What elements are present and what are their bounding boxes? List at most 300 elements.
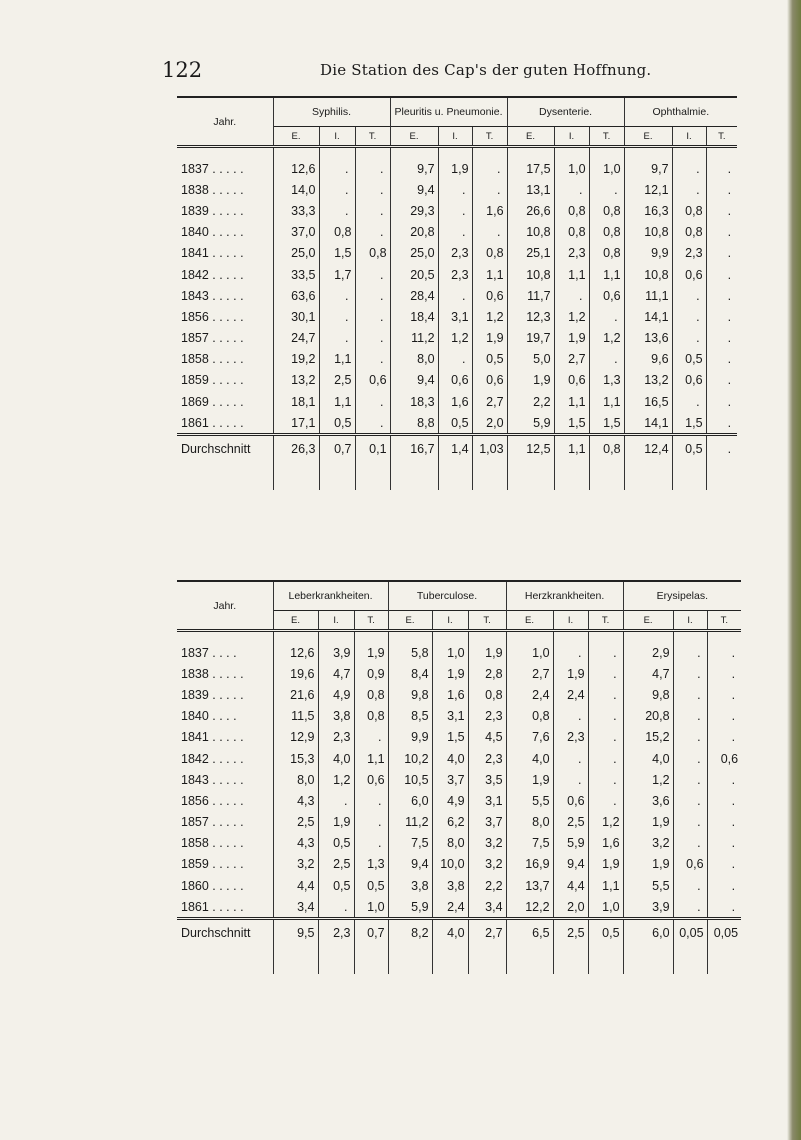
table-row (177, 222, 737, 243)
value-cell: 4,9 (318, 684, 354, 705)
table-row (177, 727, 741, 748)
value-cell: 1,0 (554, 147, 589, 180)
value-cell: 21,6 (273, 684, 318, 705)
value-cell: . (355, 264, 390, 285)
value-cell: 0,6 (472, 370, 507, 391)
value-cell: . (707, 631, 741, 664)
value-cell: . (589, 179, 624, 200)
value-cell: 4,7 (318, 663, 354, 684)
value-cell: . (707, 875, 741, 896)
value-cell: . (553, 706, 588, 727)
subcol-header: I. (673, 611, 707, 631)
value-cell: 10,8 (624, 264, 672, 285)
table-row (177, 370, 737, 391)
value-cell: 0,8 (554, 200, 589, 221)
value-cell: 3,9 (318, 631, 354, 664)
value-cell: . (554, 179, 589, 200)
value-cell: 5,9 (553, 833, 588, 854)
value-cell: . (472, 179, 507, 200)
value-cell: 0,6 (553, 790, 588, 811)
subcol-header: E. (273, 127, 319, 147)
value-cell: . (354, 812, 388, 833)
value-cell: 4,9 (432, 790, 468, 811)
value-cell: 7,5 (388, 833, 432, 854)
value-cell: 11,7 (507, 285, 554, 306)
empty-cell (553, 946, 588, 973)
value-cell: 18,1 (273, 391, 319, 412)
value-cell: 0,5 (354, 875, 388, 896)
group-header: Pleuritis u. Pneumonie. (390, 97, 507, 127)
value-cell: 28,4 (390, 285, 438, 306)
value-cell: 0,8 (672, 222, 706, 243)
value-cell: . (672, 306, 706, 327)
value-cell: . (553, 631, 588, 664)
empty-cell (506, 946, 553, 973)
value-cell: . (355, 306, 390, 327)
subcol-header: I. (432, 611, 468, 631)
value-cell: 11,5 (273, 706, 318, 727)
value-cell: 5,8 (388, 631, 432, 664)
value-cell: 3,1 (438, 306, 472, 327)
subcol-header: I. (318, 611, 354, 631)
value-cell: 0,6 (438, 370, 472, 391)
value-cell: 1,2 (472, 306, 507, 327)
value-cell: 4,4 (273, 875, 318, 896)
value-cell: 1,1 (589, 391, 624, 412)
value-cell: 11,2 (390, 328, 438, 349)
value-cell: . (673, 790, 707, 811)
value-cell: . (355, 412, 390, 435)
empty-cell (390, 462, 438, 489)
value-cell: 15,2 (623, 727, 673, 748)
value-cell: 5,5 (623, 875, 673, 896)
table-tail (177, 946, 741, 973)
value-cell: 1,5 (319, 243, 355, 264)
value-cell: 1,1 (472, 264, 507, 285)
value-cell: 1,2 (588, 812, 623, 833)
value-cell: 2,3 (553, 727, 588, 748)
value-cell: 9,7 (390, 147, 438, 180)
value-cell: 2,3 (438, 264, 472, 285)
value-cell: . (354, 833, 388, 854)
value-cell: 12,9 (273, 727, 318, 748)
subcol-header: T. (472, 127, 507, 147)
value-cell: . (319, 179, 355, 200)
empty-cell (319, 462, 355, 489)
table-row (177, 706, 741, 727)
value-cell: 4,4 (553, 875, 588, 896)
value-cell: 0,8 (672, 200, 706, 221)
table-row (177, 833, 741, 854)
table-row (177, 663, 741, 684)
value-cell: . (673, 706, 707, 727)
value-cell: . (672, 285, 706, 306)
value-cell: 1,1 (554, 391, 589, 412)
value-cell: . (707, 684, 741, 705)
value-cell: . (355, 222, 390, 243)
average-cell: 2,7 (468, 919, 506, 947)
value-cell: 1,0 (589, 147, 624, 180)
value-cell: . (707, 706, 741, 727)
value-cell: 12,6 (273, 631, 318, 664)
value-cell: 2,5 (273, 812, 318, 833)
value-cell: . (707, 769, 741, 790)
value-cell: 0,6 (589, 285, 624, 306)
subcol-header: I. (319, 127, 355, 147)
subcol-header: T. (589, 127, 624, 147)
average-cell: 0,5 (588, 919, 623, 947)
value-cell: . (319, 328, 355, 349)
value-cell: 1,1 (354, 748, 388, 769)
empty-cell (388, 946, 432, 973)
value-cell: 5,9 (507, 412, 554, 435)
value-cell: 1,6 (472, 200, 507, 221)
value-cell: 8,0 (390, 349, 438, 370)
empty-cell (318, 946, 354, 973)
table-row (177, 243, 737, 264)
value-cell: 0,5 (318, 833, 354, 854)
table-row (177, 349, 737, 370)
value-cell: . (589, 349, 624, 370)
value-cell: 12,2 (506, 896, 553, 919)
value-cell: . (673, 812, 707, 833)
value-cell: 25,1 (507, 243, 554, 264)
value-cell: 3,8 (318, 706, 354, 727)
group-header: Syphilis. (273, 97, 390, 127)
subcol-header: T. (355, 127, 390, 147)
value-cell: 33,3 (273, 200, 319, 221)
table-row (177, 854, 741, 875)
table-row (177, 812, 741, 833)
value-cell: 9,9 (388, 727, 432, 748)
year-cell: 1840 . . . . (181, 709, 237, 724)
year-cell: 1843 . . . . . (181, 288, 244, 303)
average-cell: . (706, 435, 737, 463)
average-cell: 9,5 (273, 919, 318, 947)
value-cell: 4,5 (468, 727, 506, 748)
year-cell: 1858 . . . . . (181, 836, 244, 851)
value-cell: 8,0 (273, 769, 318, 790)
average-label: Durchschnitt (177, 435, 273, 463)
value-cell: 16,9 (506, 854, 553, 875)
value-cell: 9,4 (388, 854, 432, 875)
value-cell: . (673, 727, 707, 748)
value-cell: 1,1 (554, 264, 589, 285)
year-cell: 1858 . . . . . (181, 352, 244, 367)
value-cell: 13,6 (624, 328, 672, 349)
page-edge-shadow (787, 0, 801, 1140)
empty-cell (507, 462, 554, 489)
value-cell: 37,0 (273, 222, 319, 243)
empty-cell (432, 946, 468, 973)
value-cell: 1,5 (432, 727, 468, 748)
value-cell: . (355, 147, 390, 180)
value-cell: 8,0 (432, 833, 468, 854)
value-cell: . (354, 727, 388, 748)
value-cell: 0,5 (438, 412, 472, 435)
value-cell: 1,3 (354, 854, 388, 875)
value-cell: 3,6 (623, 790, 673, 811)
empty-cell (273, 946, 318, 973)
value-cell: . (355, 200, 390, 221)
value-cell: 2,4 (432, 896, 468, 919)
empty-cell (672, 462, 706, 489)
value-cell: 1,0 (354, 896, 388, 919)
subcol-header: I. (554, 127, 589, 147)
value-cell: . (438, 349, 472, 370)
value-cell: 4,0 (506, 748, 553, 769)
value-cell: 1,9 (507, 370, 554, 391)
value-cell: 5,9 (388, 896, 432, 919)
value-cell: 1,5 (589, 412, 624, 435)
value-cell: 1,1 (589, 264, 624, 285)
value-cell: 0,8 (589, 222, 624, 243)
average-cell: 0,5 (672, 435, 706, 463)
empty-cell (354, 946, 388, 973)
value-cell: . (672, 391, 706, 412)
value-cell: 33,5 (273, 264, 319, 285)
empty-cell (554, 462, 589, 489)
empty-cell (177, 462, 273, 489)
value-cell: . (472, 222, 507, 243)
value-cell: 1,1 (319, 391, 355, 412)
table-row (177, 306, 737, 327)
average-cell: 8,2 (388, 919, 432, 947)
value-cell: 0,6 (672, 264, 706, 285)
value-cell: 2,9 (623, 631, 673, 664)
table-row (177, 631, 741, 664)
group-header: Leberkrankheiten. (273, 581, 388, 611)
year-cell: 1869 . . . . . (181, 394, 244, 409)
year-cell: 1842 . . . . . (181, 267, 244, 282)
value-cell: 9,4 (390, 179, 438, 200)
value-cell: . (355, 285, 390, 306)
value-cell: 2,0 (472, 412, 507, 435)
subcol-header: E. (273, 611, 318, 631)
empty-cell (673, 946, 707, 973)
value-cell: . (672, 328, 706, 349)
value-cell: 1,9 (623, 854, 673, 875)
value-cell: . (438, 222, 472, 243)
value-cell: . (673, 631, 707, 664)
subcol-header: E. (390, 127, 438, 147)
value-cell: 1,9 (554, 328, 589, 349)
value-cell: 19,6 (273, 663, 318, 684)
jahr-header: Jahr. (213, 115, 237, 128)
value-cell: . (554, 285, 589, 306)
value-cell: 0,6 (354, 769, 388, 790)
value-cell: . (673, 833, 707, 854)
subcol-header: T. (707, 611, 741, 631)
year-cell: 1841 . . . . . (181, 246, 244, 261)
running-title: Die Station des Cap's der guten Hoffnung. (320, 61, 652, 79)
empty-cell (624, 462, 672, 489)
value-cell: . (673, 663, 707, 684)
value-cell: 2,3 (554, 243, 589, 264)
value-cell: 4,3 (273, 790, 318, 811)
disease-table-1 (177, 96, 737, 490)
value-cell: . (472, 147, 507, 180)
subcol-header: E. (624, 127, 672, 147)
value-cell: 0,8 (554, 222, 589, 243)
value-cell: 4,0 (318, 748, 354, 769)
subcol-header: I. (438, 127, 472, 147)
value-cell: 2,3 (468, 748, 506, 769)
value-cell: 0,5 (318, 875, 354, 896)
value-cell: 12,1 (624, 179, 672, 200)
value-cell: 14,1 (624, 306, 672, 327)
value-cell: 1,9 (506, 769, 553, 790)
value-cell: 2,3 (318, 727, 354, 748)
value-cell: 8,5 (388, 706, 432, 727)
value-cell: 7,5 (506, 833, 553, 854)
value-cell: 24,7 (273, 328, 319, 349)
value-cell: 2,5 (318, 854, 354, 875)
table-row (177, 179, 737, 200)
subcol-header: T. (706, 127, 737, 147)
value-cell: . (707, 790, 741, 811)
value-cell: . (438, 200, 472, 221)
value-cell: . (319, 147, 355, 180)
value-cell: 1,1 (588, 875, 623, 896)
value-cell: 1,2 (589, 328, 624, 349)
average-cell: 1,03 (472, 435, 507, 463)
year-cell: 1861 . . . . . (181, 899, 244, 914)
value-cell: 0,9 (354, 663, 388, 684)
value-cell: 11,1 (624, 285, 672, 306)
value-cell: 3,1 (468, 790, 506, 811)
value-cell: 8,4 (388, 663, 432, 684)
value-cell: 2,7 (472, 391, 507, 412)
subcol-header: T. (354, 611, 388, 631)
value-cell: 7,6 (506, 727, 553, 748)
value-cell: 8,8 (390, 412, 438, 435)
empty-cell (588, 946, 623, 973)
average-cell: 6,5 (506, 919, 553, 947)
value-cell: 16,5 (624, 391, 672, 412)
value-cell: 20,8 (623, 706, 673, 727)
value-cell: 3,9 (623, 896, 673, 919)
value-cell: 25,0 (390, 243, 438, 264)
value-cell: 3,2 (468, 854, 506, 875)
value-cell: 1,5 (554, 412, 589, 435)
group-header: Tuberculose. (388, 581, 506, 611)
table-row (177, 147, 737, 180)
value-cell: . (706, 222, 737, 243)
value-cell: 3,1 (432, 706, 468, 727)
value-cell: . (588, 684, 623, 705)
average-cell: 6,0 (623, 919, 673, 947)
value-cell: 0,8 (506, 706, 553, 727)
value-cell: 0,5 (319, 412, 355, 435)
value-cell: 10,8 (624, 222, 672, 243)
value-cell: 18,4 (390, 306, 438, 327)
value-cell: . (588, 790, 623, 811)
value-cell: 10,5 (388, 769, 432, 790)
table-row (177, 790, 741, 811)
group-header: Ophthalmie. (624, 97, 737, 127)
average-cell: 2,3 (318, 919, 354, 947)
value-cell: 19,7 (507, 328, 554, 349)
empty-cell (589, 462, 624, 489)
value-cell: . (707, 663, 741, 684)
value-cell: 26,6 (507, 200, 554, 221)
empty-cell (707, 946, 741, 973)
value-cell: . (706, 200, 737, 221)
average-cell: 12,5 (507, 435, 554, 463)
value-cell: . (319, 285, 355, 306)
value-cell: 13,7 (506, 875, 553, 896)
value-cell: 1,0 (432, 631, 468, 664)
value-cell: 1,2 (554, 306, 589, 327)
year-cell: 1856 . . . . . (181, 793, 244, 808)
value-cell: . (318, 790, 354, 811)
value-cell: . (707, 812, 741, 833)
average-cell: 2,5 (553, 919, 588, 947)
table-row (177, 684, 741, 705)
value-cell: 3,4 (273, 896, 318, 919)
average-cell: 1,4 (438, 435, 472, 463)
value-cell: . (706, 412, 737, 435)
value-cell: 25,0 (273, 243, 319, 264)
year-cell: 1842 . . . . . (181, 751, 244, 766)
disease-table-2 (177, 580, 741, 974)
value-cell: 2,0 (553, 896, 588, 919)
value-cell: . (355, 179, 390, 200)
value-cell: 1,5 (672, 412, 706, 435)
value-cell: 16,3 (624, 200, 672, 221)
value-cell: 9,6 (624, 349, 672, 370)
empty-cell (355, 462, 390, 489)
value-cell: . (588, 631, 623, 664)
value-cell: . (706, 243, 737, 264)
value-cell: 1,9 (553, 663, 588, 684)
value-cell: 15,3 (273, 748, 318, 769)
year-cell: 1838 . . . . . (181, 182, 244, 197)
table-row (177, 391, 737, 412)
value-cell: 17,5 (507, 147, 554, 180)
table-row (177, 748, 741, 769)
value-cell: 4,3 (273, 833, 318, 854)
value-cell: . (438, 285, 472, 306)
value-cell: . (707, 727, 741, 748)
value-cell: . (673, 684, 707, 705)
value-cell: 13,2 (624, 370, 672, 391)
value-cell: . (589, 306, 624, 327)
year-cell: 1857 . . . . . (181, 331, 244, 346)
value-cell: 12,6 (273, 147, 319, 180)
value-cell: 9,9 (624, 243, 672, 264)
value-cell: 4,0 (623, 748, 673, 769)
value-cell: 1,3 (589, 370, 624, 391)
value-cell: 20,8 (390, 222, 438, 243)
table-row (177, 200, 737, 221)
value-cell: . (707, 833, 741, 854)
value-cell: 0,8 (354, 706, 388, 727)
average-cell: 0,7 (319, 435, 355, 463)
value-cell: 9,4 (553, 854, 588, 875)
value-cell: 1,9 (468, 631, 506, 664)
value-cell: 10,8 (507, 264, 554, 285)
average-cell: 4,0 (432, 919, 468, 947)
value-cell: 2,5 (553, 812, 588, 833)
value-cell: 0,8 (589, 243, 624, 264)
empty-cell (623, 946, 673, 973)
value-cell: 0,6 (355, 370, 390, 391)
value-cell: . (706, 349, 737, 370)
table-row (177, 412, 737, 435)
value-cell: 18,3 (390, 391, 438, 412)
